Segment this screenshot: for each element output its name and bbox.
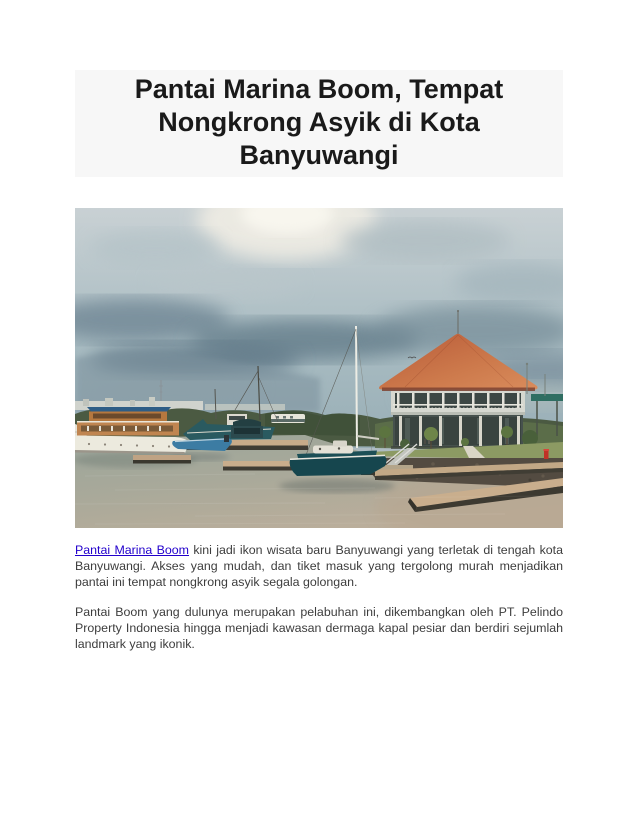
dock: [133, 455, 191, 460]
page-title: Pantai Marina Boom, Tempat Nongkrong Asyik di Kota Banyuwangi: [134, 74, 504, 170]
paragraph-1: [75, 542, 563, 590]
red-hydrant: [544, 450, 549, 459]
person: [428, 440, 430, 444]
article-body: [75, 542, 563, 652]
blue-canopy: [87, 407, 171, 412]
article-content: [75, 70, 563, 666]
canopy-boat: [231, 419, 263, 438]
balcony-railing: [393, 404, 523, 406]
mast: [356, 326, 357, 448]
pantai-marina-boom-link[interactable]: Pantai Marina Boom: [75, 543, 190, 557]
marina-photo: [75, 208, 563, 528]
paragraph-2: Pantai Boom yang dulunya merupakan pelabuhan ini, dikembangkan oleh PT. Pelindo Property Indonesia hingga menjadi kawasan dermaga kapal pesiar dan berdiri sejumlah landmark yang ikonik.: [75, 605, 563, 651]
person: [424, 439, 426, 444]
title-block: [75, 70, 563, 177]
paragraph-1-text: kini jadi ikon wisata baru Banyuwangi yang terletak di tengah kota Banyuwangi. Akses yang mudah, dan tiket masuk yang tergolong murah menjadikan pantai ini tempat nongkrong asyik segala golongan.: [75, 543, 563, 589]
